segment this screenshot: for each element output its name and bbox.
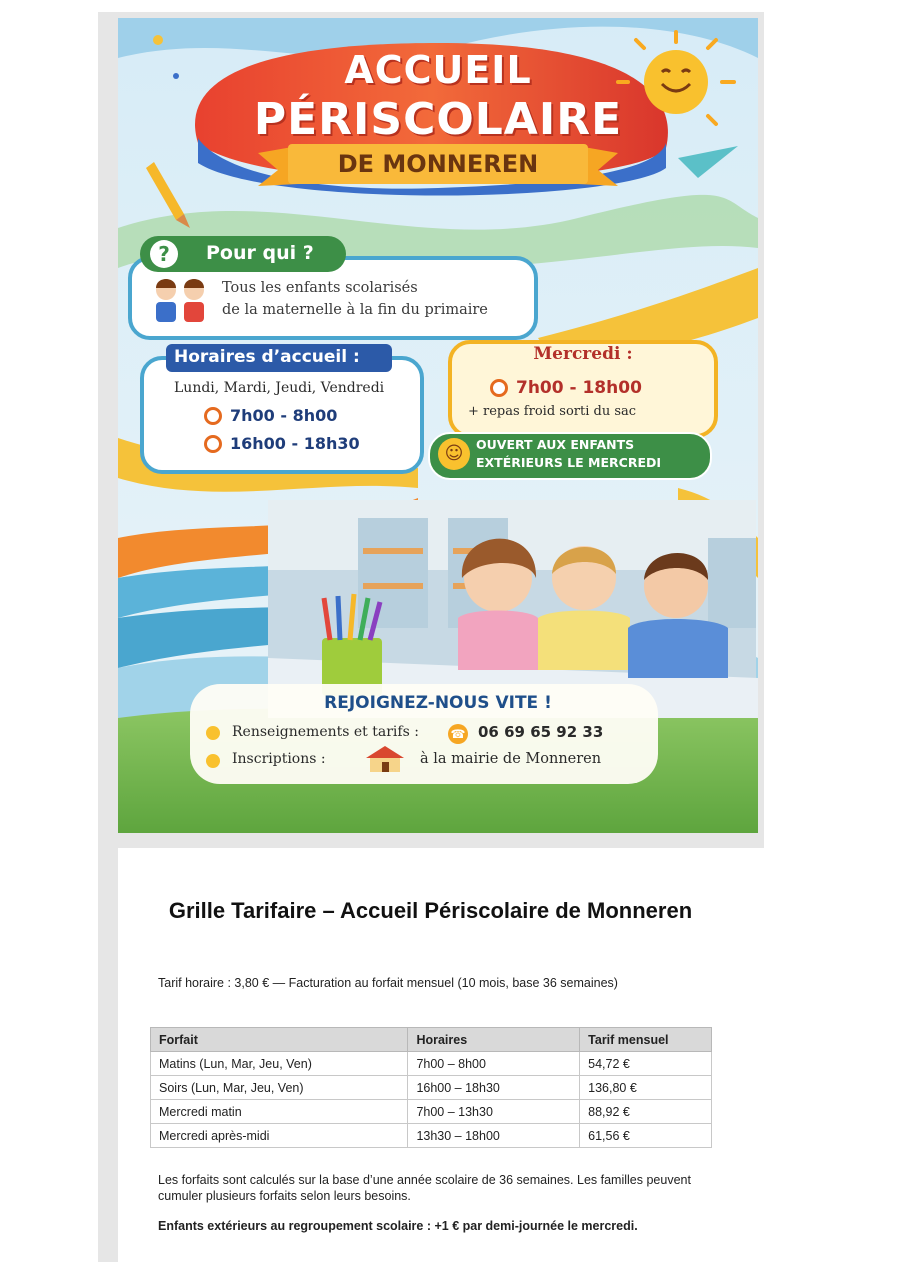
phone-number: 06 69 65 92 33 bbox=[478, 723, 604, 741]
kids-icon bbox=[148, 276, 214, 330]
cell-horaires: 16h00 – 18h30 bbox=[408, 1076, 580, 1100]
bullet-dot bbox=[206, 754, 220, 768]
cell-forfait: Matins (Lun, Mar, Jeu, Ven) bbox=[151, 1052, 408, 1076]
column-header: Horaires bbox=[408, 1028, 580, 1052]
mercredi-note: + repas froid sorti du sac bbox=[468, 404, 637, 419]
tariff-sheet bbox=[118, 848, 764, 1262]
cell-tarif: 54,72 € bbox=[580, 1052, 712, 1076]
tariff-table bbox=[150, 1027, 712, 1148]
exterior-children-note: Enfants extérieurs au regroupement scolaire : +1 € par demi-journée le mercredi. bbox=[158, 1219, 638, 1233]
table-row bbox=[151, 1124, 712, 1148]
clock-icon bbox=[490, 379, 508, 397]
table-row bbox=[151, 1052, 712, 1076]
town-hall-icon bbox=[362, 744, 408, 774]
poster-title-line2: PÉRISCOLAIRE bbox=[253, 94, 623, 145]
cell-horaires: 13h30 – 18h00 bbox=[408, 1124, 580, 1148]
column-header: Forfait bbox=[151, 1028, 408, 1052]
mercredi-slot: 7h00 - 18h00 bbox=[516, 378, 642, 398]
cell-tarif: 88,92 € bbox=[580, 1100, 712, 1124]
cell-horaires: 7h00 – 13h30 bbox=[408, 1100, 580, 1124]
bullet-dot bbox=[206, 726, 220, 740]
mercredi-heading: Mercredi : bbox=[533, 344, 633, 364]
exterieurs-line2: EXTÉRIEURS LE MERCREDI bbox=[476, 455, 662, 470]
inscriptions-place: à la mairie de Monneren bbox=[420, 751, 602, 767]
pour-qui-line2: de la maternelle à la fin du primaire bbox=[222, 302, 488, 318]
table-row bbox=[151, 1076, 712, 1100]
rate-note: Tarif horaire : 3,80 € — Facturation au forfait mensuel (10 mois, base 36 semaines) bbox=[158, 976, 618, 990]
cell-forfait: Mercredi après-midi bbox=[151, 1124, 408, 1148]
horaires-slot2: 16h00 - 18h30 bbox=[230, 434, 360, 453]
poster-title-line1: ACCUEIL bbox=[344, 48, 532, 92]
poster-title-ribbon: DE MONNEREN bbox=[337, 150, 539, 178]
poster bbox=[118, 18, 758, 833]
sheet-title: Grille Tarifaire – Accueil Périscolaire de Monneren bbox=[168, 898, 693, 923]
cell-tarif: 61,56 € bbox=[580, 1124, 712, 1148]
column-header: Tarif mensuel bbox=[580, 1028, 712, 1052]
table-header-row bbox=[151, 1028, 712, 1052]
horaires-slot1: 7h00 - 8h00 bbox=[230, 406, 338, 425]
cell-forfait: Soirs (Lun, Mar, Jeu, Ven) bbox=[151, 1076, 408, 1100]
phone-icon: ☎ bbox=[448, 724, 468, 744]
calculation-note: Les forfaits sont calculés sur la base d’une année scolaire de 36 semaines. Les familles peuvent cumuler plusieurs forfaits selon leurs besoins. bbox=[158, 1173, 691, 1203]
table-row bbox=[151, 1100, 712, 1124]
inscriptions-label: Inscriptions : bbox=[232, 751, 326, 767]
clock-icon bbox=[204, 435, 222, 453]
clock-icon bbox=[204, 407, 222, 425]
pour-qui-heading: Pour qui ? bbox=[206, 242, 314, 264]
smiley-icon: ☺ bbox=[438, 438, 470, 470]
cell-horaires: 7h00 – 8h00 bbox=[408, 1052, 580, 1076]
cell-tarif: 136,80 € bbox=[580, 1076, 712, 1100]
horaires-heading: Horaires d’accueil : bbox=[174, 347, 360, 367]
join-heading: REJOIGNEZ-NOUS VITE ! bbox=[324, 693, 552, 713]
horaires-days: Lundi, Mardi, Jeudi, Vendredi bbox=[174, 380, 385, 396]
pour-qui-line1: Tous les enfants scolarisés bbox=[222, 280, 418, 296]
exterieurs-line1: OUVERT AUX ENFANTS bbox=[476, 437, 635, 452]
question-icon: ? bbox=[150, 240, 178, 268]
children-illustration bbox=[458, 539, 728, 678]
cell-forfait: Mercredi matin bbox=[151, 1100, 408, 1124]
info-label: Renseignements et tarifs : bbox=[232, 724, 419, 740]
